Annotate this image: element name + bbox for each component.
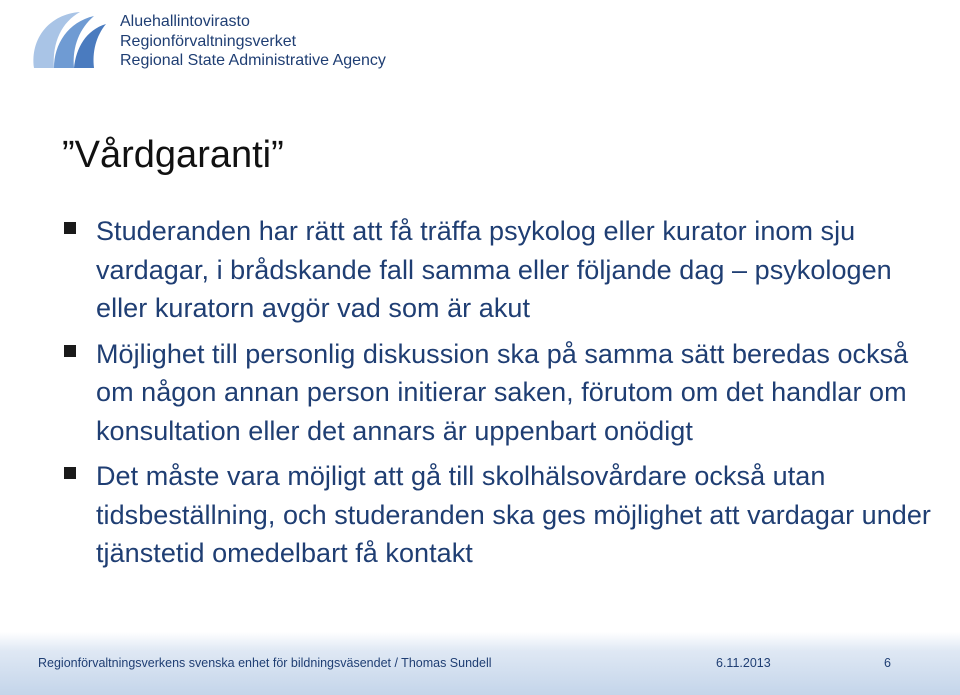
org-name-swedish: Regionförvaltningsverket	[120, 32, 297, 50]
footer-presenter: Regionförvaltningsverkens svenska enhet för bildningsväsendet / Thomas Sundell	[38, 656, 492, 670]
bullet-item	[62, 335, 942, 451]
slide-title: ”Vårdgaranti”	[62, 134, 284, 176]
page-number: 6	[884, 656, 891, 670]
org-name-english: Regional State Administrative Agency	[120, 52, 386, 69]
organization-names	[120, 12, 386, 71]
bullet-item	[62, 212, 942, 328]
square-bullet-icon	[64, 222, 76, 234]
footer-date: 6.11.2013	[716, 656, 771, 670]
bullet-list	[62, 212, 942, 580]
org-name-finnish: Aluehallintovirasto	[120, 13, 250, 30]
agency-logo-icon	[28, 8, 108, 76]
bullet-text: Det måste vara möjligt att gå till skolhälsovårdare också utan tidsbeställning, och studeranden ska ges möjlighet att vardagar under tjänstetid omedelbart få kontakt	[96, 461, 931, 568]
bullet-text: Möjlighet till personlig diskussion ska på samma sätt beredas också om någon annan person initierar saken, förutom om det handlar om konsultation eller det annars är uppenbart onödigt	[96, 338, 909, 446]
square-bullet-icon	[64, 467, 76, 479]
bullet-text: Studeranden har rätt att få träffa psykolog eller kurator inom sju vardagar, i brådskande fall samma eller följande dag – psykologen eller kuratorn avgör vad som är akut	[96, 216, 892, 323]
square-bullet-icon	[64, 345, 76, 357]
bullet-item	[62, 457, 942, 573]
